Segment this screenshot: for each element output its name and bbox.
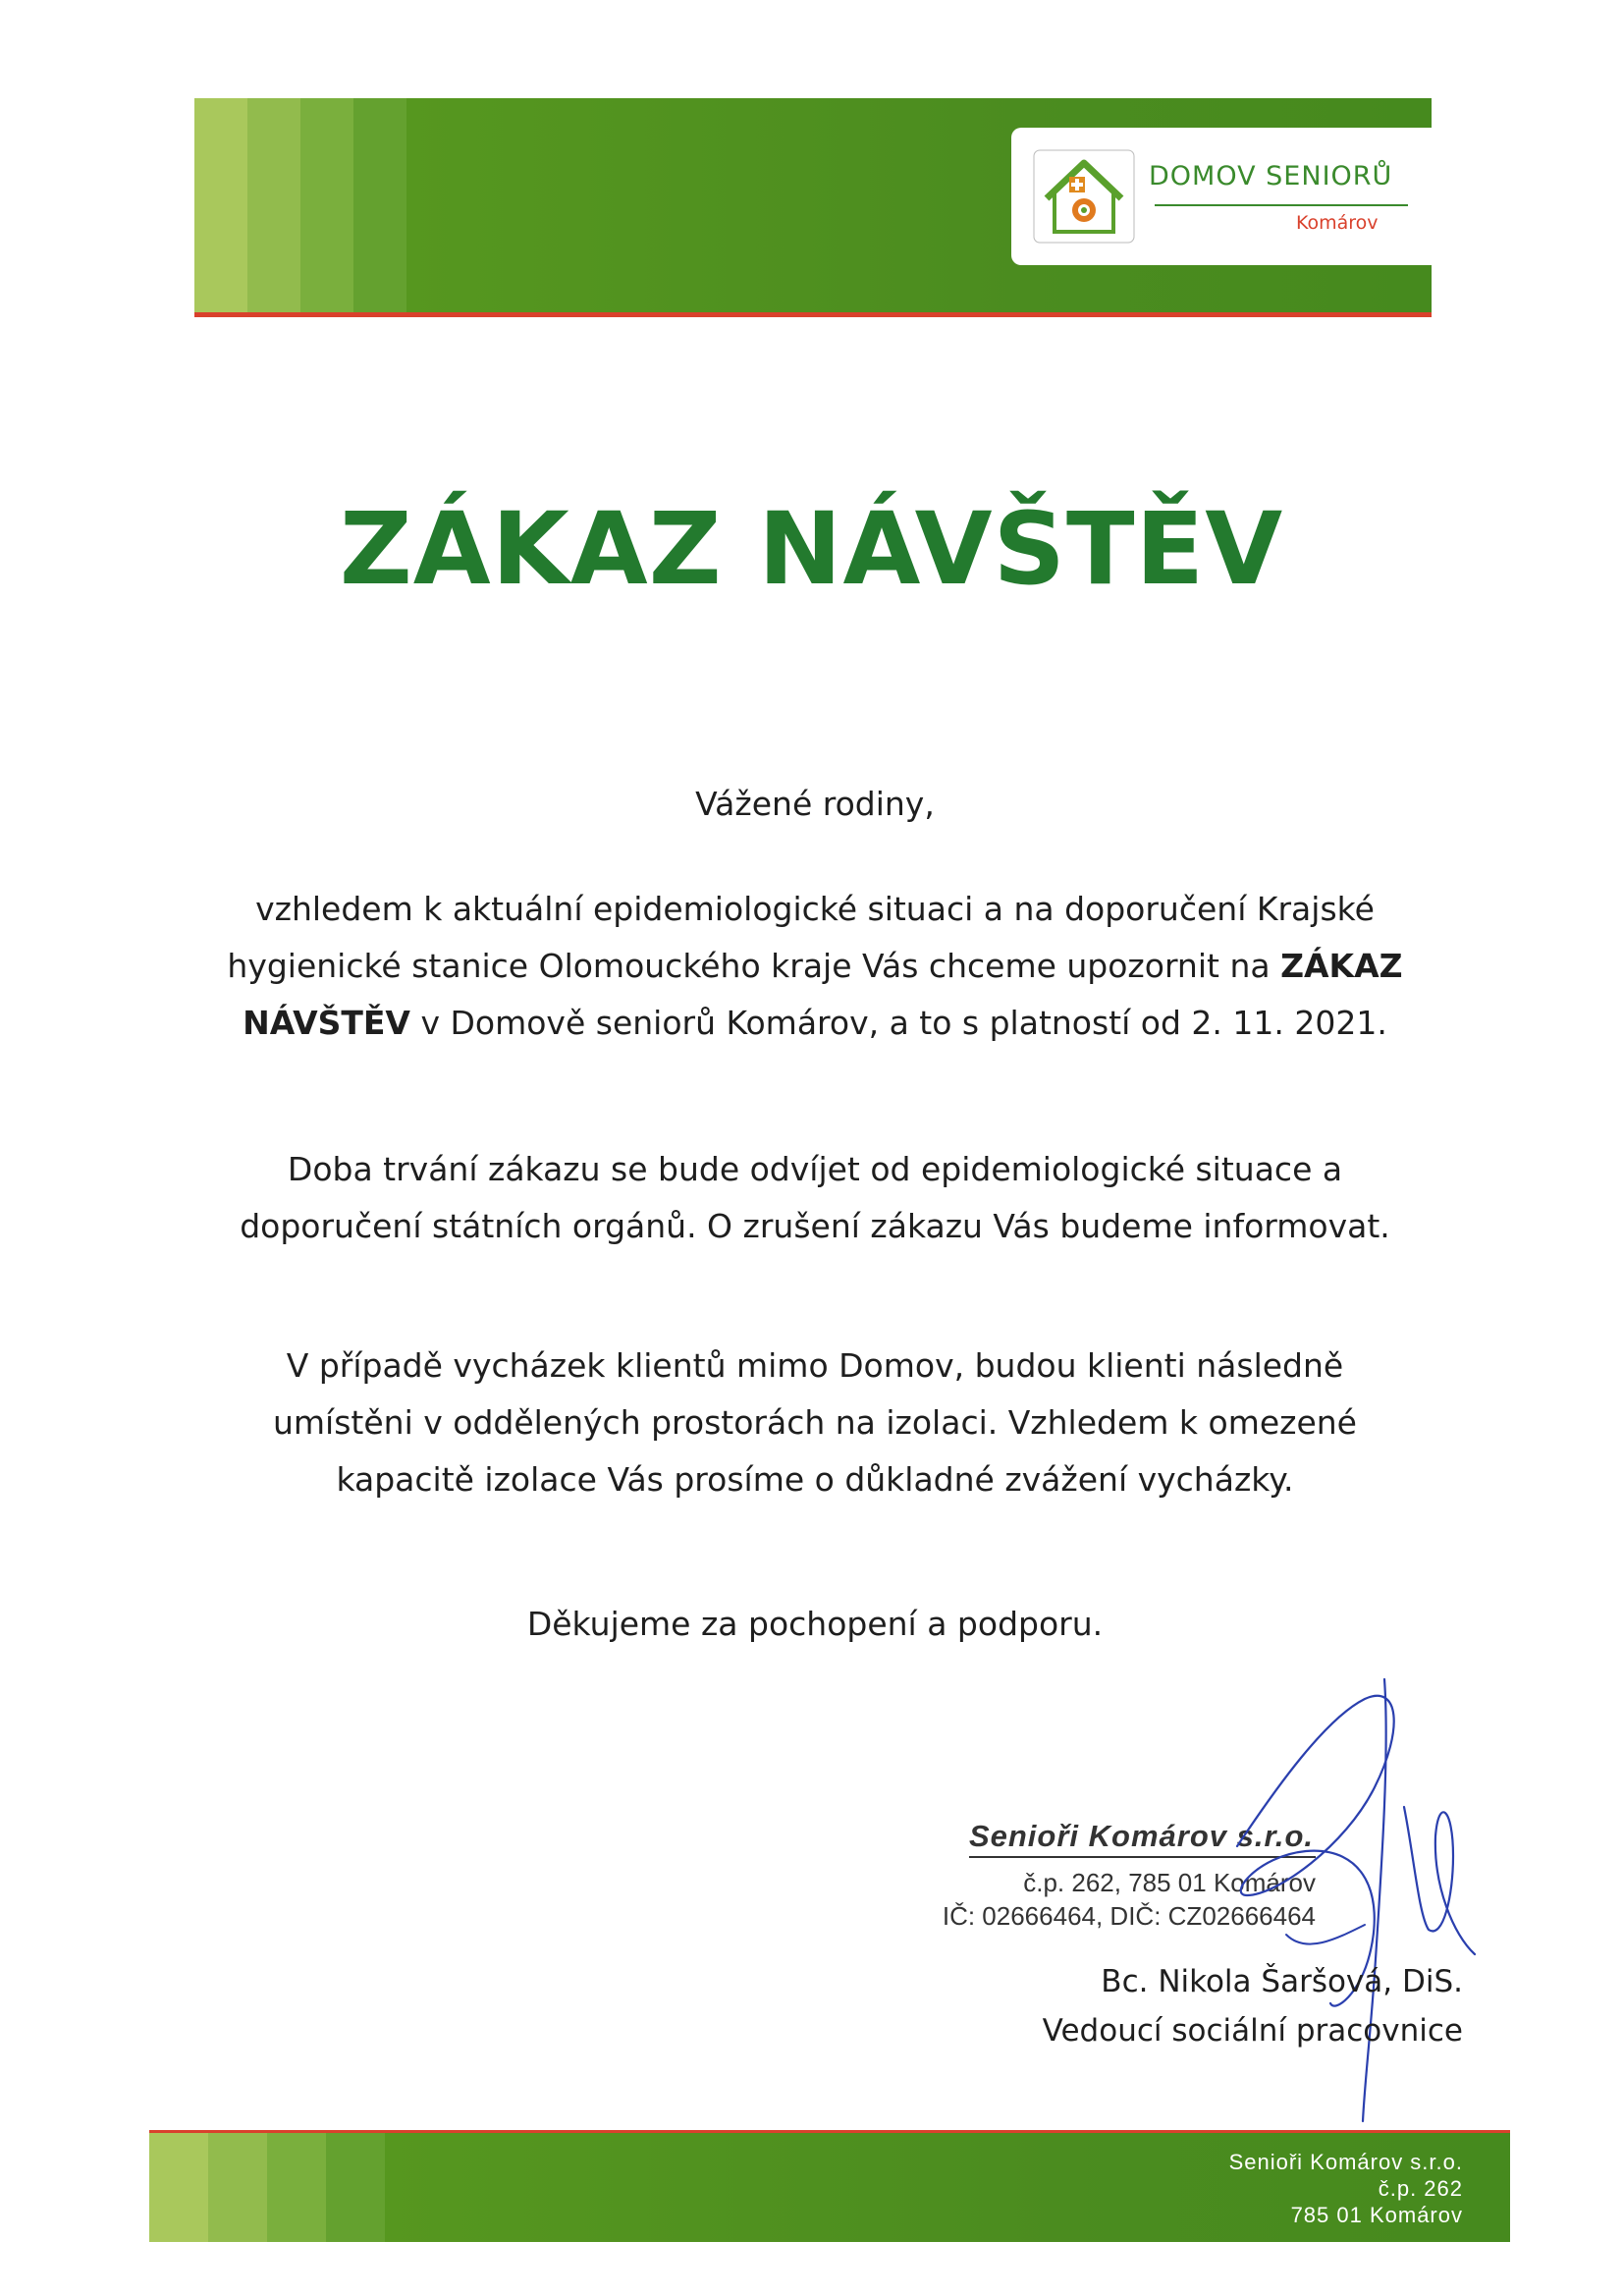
paragraph-line [177, 938, 1453, 995]
footer-street: č.p. 262 [1378, 2176, 1463, 2201]
paragraph-text: hygienické stanice Olomouckého kraje Vás chceme upozornit na [227, 947, 1281, 985]
paragraph-emphasis: ZÁKAZ [1280, 947, 1403, 985]
stamp-ids: IČ: 02666464, DIČ: CZ02666464 [942, 1901, 1316, 1931]
footer-address [1080, 2149, 1463, 2228]
footer-company: Senioři Komárov s.r.o. [1228, 2150, 1463, 2174]
footer-stripe [149, 2133, 208, 2242]
logo-name: DOMOV SENIORŮ [1149, 161, 1393, 191]
footer-stripe [208, 2133, 267, 2242]
handwritten-signature [1217, 1660, 1483, 2131]
paragraph-line: doporučení státních orgánů. O zrušení zákazu Vás budeme informovat. [240, 1207, 1390, 1245]
footer-stripe [326, 2133, 385, 2242]
footer-city: 785 01 Komárov [1290, 2203, 1463, 2227]
paragraph-duration [177, 1141, 1453, 1255]
paragraph-line: vzhledem k aktuální epidemiologické situaci a na doporučení Krajské [255, 890, 1375, 928]
paragraph-line [177, 995, 1453, 1052]
paragraph-text: v Domově seniorů Komárov, a to s platností od 2. 11. 2021. [409, 1004, 1387, 1042]
greeting [177, 776, 1453, 833]
header-stripe [247, 98, 300, 315]
paragraph-announcement [177, 881, 1453, 1052]
header-stripe [300, 98, 353, 315]
header-accent-line [194, 312, 1432, 317]
greeting-text: Vážené rodiny, [695, 785, 935, 823]
header-stripe [353, 98, 406, 315]
signer-block [884, 1957, 1463, 2055]
signer-name: Bc. Nikola Šaršová, DiS. [1101, 1964, 1463, 1999]
paragraph-walks [177, 1338, 1453, 1508]
footer-stripe [267, 2133, 326, 2242]
closing-text: Děkujeme za pochopení a podporu. [526, 1605, 1104, 1643]
house-icon [1033, 149, 1135, 244]
header-stripe [194, 98, 247, 315]
logo [1011, 128, 1432, 265]
logo-city: Komárov [1296, 212, 1379, 234]
paragraph-line: Doba trvání zákazu se bude odvíjet od epidemiologické situace a [287, 1150, 1343, 1188]
stamp-company-name: Senioři Komárov s.r.o. [969, 1819, 1316, 1858]
page-title: ZÁKAZ NÁVŠTĚV [339, 491, 1284, 608]
logo-underline [1155, 204, 1408, 206]
closing [177, 1596, 1453, 1653]
stamp-address: č.p. 262, 785 01 Komárov [1023, 1868, 1316, 1897]
paragraph-line: kapacitě izolace Vás prosíme o důkladné zvážení vycházky. [336, 1460, 1294, 1499]
signer-role: Vedoucí sociální pracovnice [1042, 2013, 1463, 2049]
paragraph-emphasis: NÁVŠTĚV [243, 1004, 410, 1042]
paragraph-line: V případě vycházek klientů mimo Domov, budou klienti následně [286, 1346, 1344, 1385]
paragraph-line: umístěni v oddělených prostorách na izolaci. Vzhledem k omezené [273, 1403, 1357, 1442]
